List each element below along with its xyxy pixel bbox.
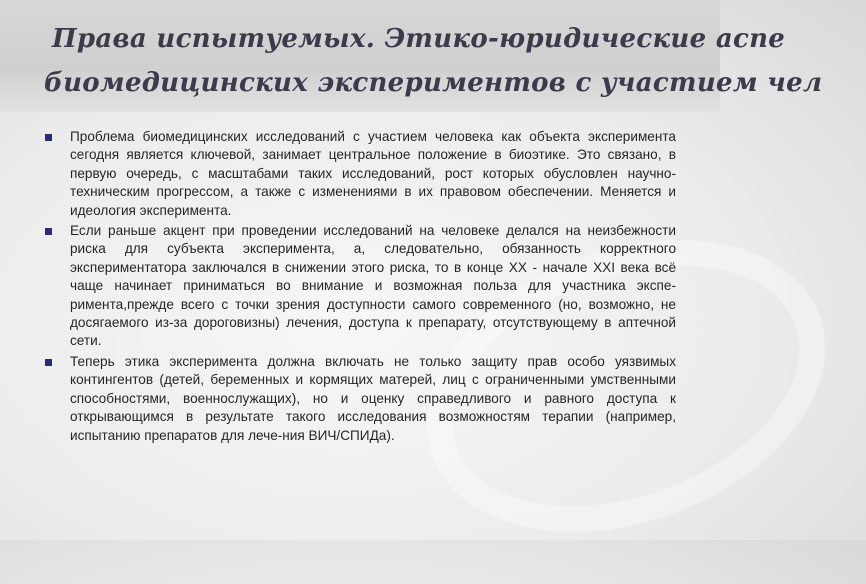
square-bullet-icon [45,359,52,366]
list-item [40,128,676,220]
bullet-text: Проблема биомедицинских исследований с участием человека как объекта эксперимента сегодня является ключевой, занимает центральное положение в биоэтике. Это связано, в первую очередь, с масштабами таких исследований, рост которых обусловлен научно-техническим прогрессом, а также с изменениями в их правовом обеспечении. Меняется и идеология эксперимента. [70,129,676,218]
slide-title-line-2: биомедицинских экспериментов с участием чел [44,68,823,98]
bullet-text: Если раньше акцент при проведении исследований на человеке делался на неизбежности риска для субъекта эксперимента, а, следовательно, обязанность корректного экспериментатора заключался в снижении этого риска, то в конце XX - начале XXI века всё чаще начинает приниматься во внимание и возможная польза для участника экспе-римента,прежде всего с точки зрения доступности самого современного (но, возможно, не досягаемого из-за дороговизны) лечения, доступа к препарату, отсутствующему в аптечной сети. [70,223,676,349]
bullet-text: Теперь этика эксперимента должна включать не только защиту прав особо уязвимых контингентов (детей, беременных и кормящих матерей, лиц с ограниченными умственными способностями, военнослужащих), но и оценку справедливого и равного доступа к открывающимся в результате такого исследования возможностям терапии (например, испытанию препаратов для лече-ния ВИЧ/СПИДа). [70,353,676,443]
slide-title-line-1: Права испытуемых. Этико-юридические аспе [52,24,786,54]
square-bullet-icon [45,134,52,141]
list-item [40,222,676,351]
square-bullet-icon [45,228,52,235]
list-item [40,353,676,445]
bullet-list [40,128,676,447]
